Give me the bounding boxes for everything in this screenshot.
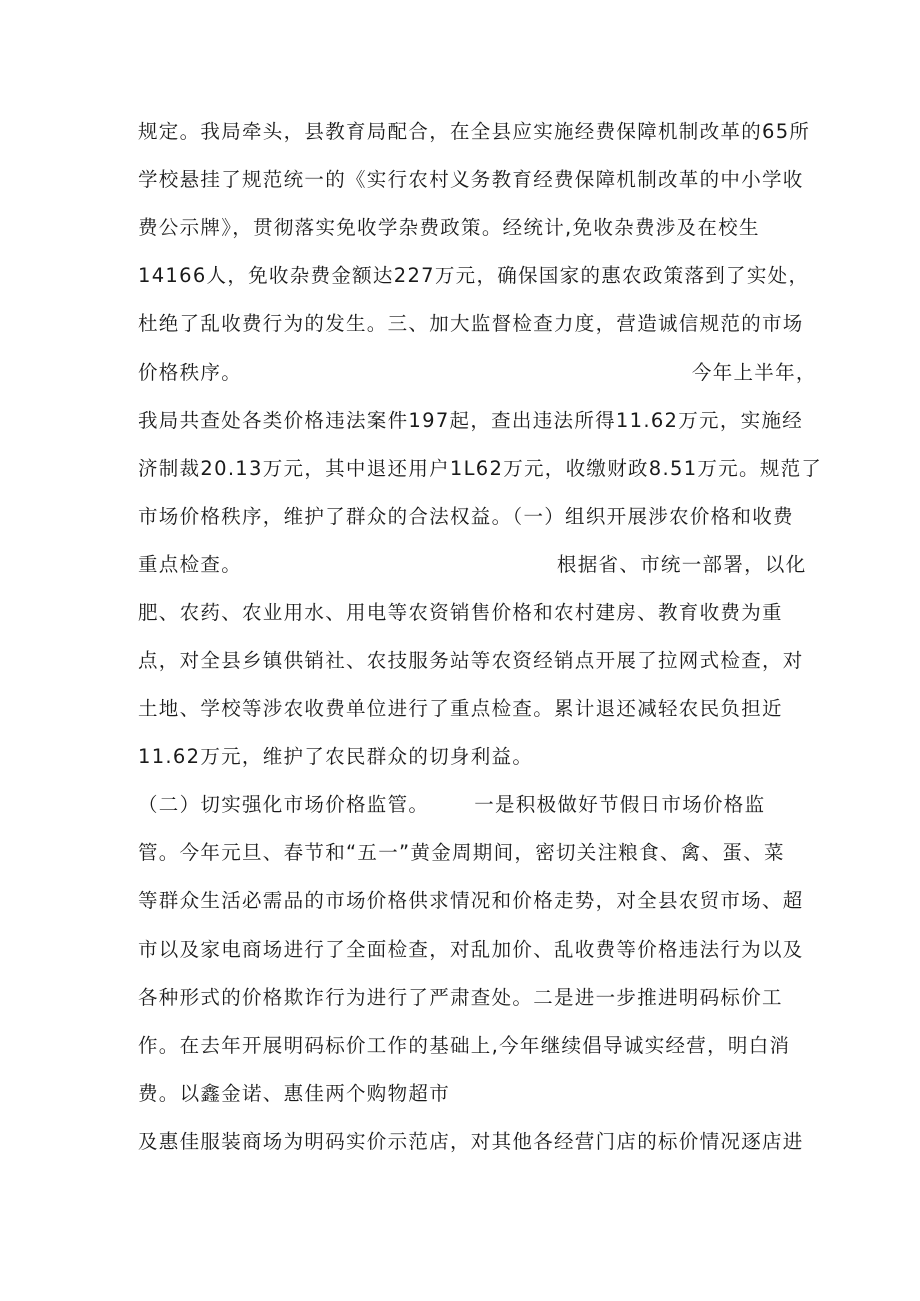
text-line: 市以及家电商场进行了全面检查，对乱加价、乱收费等价格违法行为以及 <box>138 938 804 961</box>
text-line: 重点检查。 根据省、市统一部署，以化 <box>138 553 807 576</box>
text-line: 学校悬挂了规范统一的《实行农村义务教育经费保障机制改革的中小学收 <box>138 168 804 191</box>
text-line: 14166人，免收杂费金额达227万元，确保国家的惠农政策落到了实处， <box>138 264 810 287</box>
text-line: 我局共查处各类价格违法案件197起，查出违法所得11.62万元，实施经 <box>138 409 804 432</box>
text-line: 及惠佳服装商场为明码实价示范店，对其他各经营门店的标价情况逐店进 <box>138 1130 804 1153</box>
text-line: 规定。我局牵头，县教育局配合，在全县应实施经费保障机制改革的65所 <box>138 120 811 143</box>
text-line: 等群众生活必需品的市场价格供求情况和价格走势，对全县农贸市场、超 <box>138 889 804 912</box>
text-line: 济制裁20.13万元，其中退还用户1L62万元，收缴财政8.51万元。规范了 <box>138 457 823 480</box>
text-line: 价格秩序。 今年上半年， <box>138 361 817 384</box>
text-line: 点，对全县乡镇供销社、农技服务站等农资经销点开展了拉网式检查，对 <box>138 649 804 672</box>
text-line: 杜绝了乱收费行为的发生。三、加大监督检查力度，营造诚信规范的市场 <box>138 312 804 335</box>
text-line: （二）切实强化市场价格监管。 一是积极做好节假日市场价格监 <box>138 793 766 816</box>
text-line: 管。今年元旦、春节和“五一”黄金周期间，密切关注粮食、禽、蛋、菜 <box>138 841 785 864</box>
text-line: 土地、学校等涉农收费单位进行了重点检查。累计退还减轻农民负担近 <box>138 697 783 720</box>
text-line: 市场价格秩序，维护了群众的合法权益。（一）组织开展涉农价格和收费 <box>138 505 794 528</box>
text-line: 各种形式的价格欺诈行为进行了严肃查处。二是进一步推进明码标价工 <box>138 986 783 1009</box>
text-line: 11.62万元，维护了农民群众的切身利益。 <box>138 745 534 768</box>
text-line: 作。在去年开展明码标价工作的基础上,今年继续倡导诚实经营，明白消 <box>138 1034 791 1057</box>
text-line: 费公示牌》，贯彻落实免收学杂费政策。经统计,免收杂费涉及在校生 <box>138 216 760 239</box>
text-line: 肥、农药、农业用水、用电等农资销售价格和农村建房、教育收费为重 <box>138 601 783 624</box>
text-line: 费。以鑫金诺、惠佳两个购物超市 <box>138 1082 451 1105</box>
